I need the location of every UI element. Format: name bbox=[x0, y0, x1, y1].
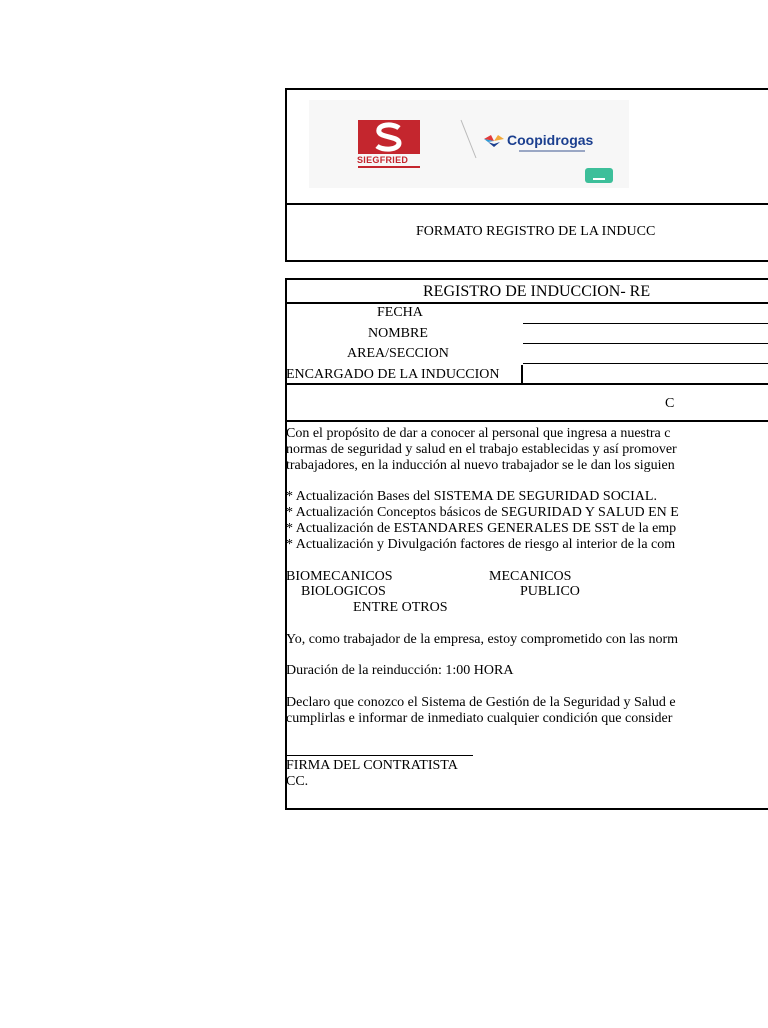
field-label-fecha: FECHA bbox=[377, 305, 423, 320]
bullet-1: * Actualización Bases del SISTEMA DE SEGURIDAD SOCIAL. bbox=[286, 489, 657, 504]
registro-title: REGISTRO DE INDUCCION- RE bbox=[423, 283, 651, 300]
encargado-cell-divider bbox=[521, 365, 523, 384]
cc-label: CC. bbox=[286, 774, 309, 789]
header-divider bbox=[285, 203, 768, 205]
coopidrogas-tagline bbox=[519, 150, 585, 152]
logo-separator bbox=[459, 118, 479, 160]
area-input-line[interactable] bbox=[523, 363, 768, 364]
risk-entre-otros: ENTRE OTROS bbox=[353, 600, 448, 615]
commitment-text: Yo, como trabajador de la empresa, estoy comprometido con las norm bbox=[286, 632, 679, 647]
intro-line-1: Con el propósito de dar a conocer al personal que ingresa a nuestra c bbox=[286, 426, 671, 441]
nombre-input-line[interactable] bbox=[523, 343, 768, 344]
logo-banner bbox=[309, 100, 629, 188]
signature-line[interactable] bbox=[287, 755, 473, 756]
risk-mecanicos: MECANICOS bbox=[489, 569, 572, 584]
teal-badge-icon bbox=[585, 168, 613, 183]
intro-line-3: trabajadores, en la inducción al nuevo trabajador se le dan los siguien bbox=[286, 458, 675, 473]
fecha-input-line[interactable] bbox=[523, 323, 768, 324]
bullet-2: * Actualización Conceptos básicos de SEGURIDAD Y SALUD EN E bbox=[286, 505, 679, 520]
fields-bottom-divider bbox=[285, 383, 768, 385]
field-label-encargado: ENCARGADO DE LA INDUCCION bbox=[286, 367, 500, 382]
risk-biologicos: BIOLOGICOS bbox=[301, 584, 386, 599]
intro-line-2: normas de seguridad y salud en el trabajo establecidas y así promover bbox=[286, 442, 677, 457]
field-label-area: AREA/SECCION bbox=[347, 346, 449, 361]
duration-text: Duración de la reinducción: 1:00 HORA bbox=[286, 663, 514, 678]
coopidrogas-mark-icon bbox=[483, 134, 505, 148]
content-top-divider bbox=[285, 420, 768, 422]
declaration-line-2: cumplirlas e informar de inmediato cualquier condición que consider bbox=[286, 711, 673, 726]
signature-label: FIRMA DEL CONTRATISTA bbox=[286, 758, 458, 773]
bullet-3: * Actualización de ESTANDARES GENERALES DE SST de la emp bbox=[286, 521, 677, 536]
risk-biomecanicos: BIOMECANICOS bbox=[286, 569, 393, 584]
document-sheet bbox=[285, 88, 768, 1028]
field-label-nombre: NOMBRE bbox=[368, 326, 428, 341]
coopidrogas-logo-text: Coopidrogas bbox=[507, 132, 594, 148]
registro-title-divider bbox=[285, 302, 768, 304]
cut-row-text: C bbox=[665, 396, 675, 411]
risk-publico: PUBLICO bbox=[520, 584, 580, 599]
bullet-4: * Actualización y Divulgación factores de riesgo al interior de la com bbox=[286, 537, 676, 552]
siegfried-logo-text: SIEGFRIED bbox=[357, 155, 409, 165]
declaration-line-1: Declaro que conozco el Sistema de Gestión de la Seguridad y Salud e bbox=[286, 695, 676, 710]
form-title: FORMATO REGISTRO DE LA INDUCC bbox=[416, 224, 656, 239]
